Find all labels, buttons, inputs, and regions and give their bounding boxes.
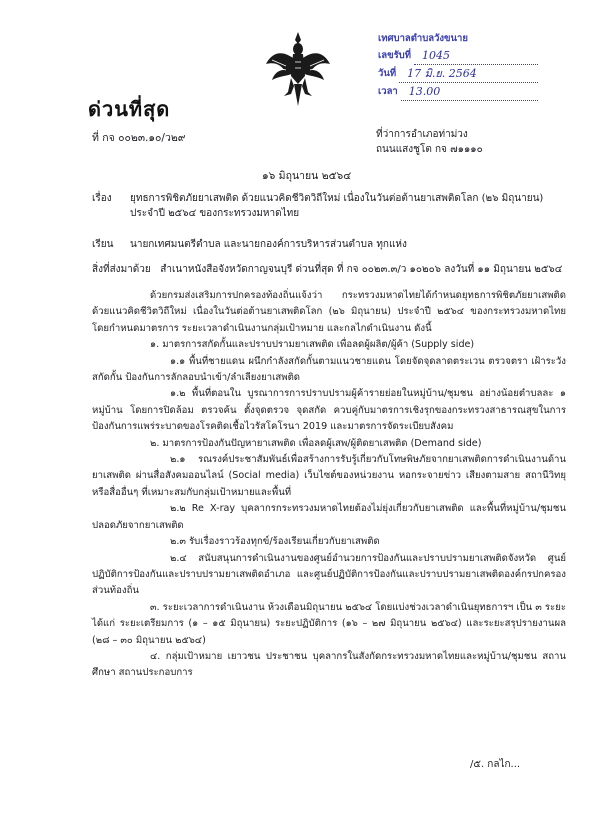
document-date: ๑๖ มิถุนายน ๒๕๖๔ bbox=[262, 170, 352, 182]
recipient-block bbox=[92, 237, 407, 252]
garuda-emblem-icon bbox=[264, 30, 332, 108]
attachment-label: สิ่งที่ส่งมาด้วย bbox=[92, 264, 151, 275]
stamp-office: เทศบาลตำบลวังขนาย bbox=[378, 33, 468, 44]
stamp-receive-no: เลขรับที่ 1045 bbox=[378, 47, 538, 65]
subject-text: ยุทธการพิชิตภัยยาเสพติด ด้วยแนวคิดชีวิตวิถีใหม่ เนื่องในวันต่อต้านยาเสพติดโลก (๒๖ มิถุนายน) bbox=[130, 193, 544, 204]
stamp-date: วันที่ 17 มิ.ย. 2564 bbox=[378, 65, 538, 83]
measure-2-3: ๒.๓ รับเรื่องราวร้องทุกข์/ร้องเรียนเกี่ยวกับยาเสพติด bbox=[170, 536, 380, 548]
office-line-1: ที่ว่าการอำเภอท่าม่วง bbox=[376, 129, 468, 140]
urgency-label: ด่วนที่สุด bbox=[88, 97, 171, 121]
measure-2-1: ๒.๑ รณรงค์ประชาสัมพันธ์เพื่อสร้างการรับรู้เกี่ยวกับโทษพิษภัยจากยาเสพติดการดำเนินงานด้านยาเสพติด ผ่านสื่อสังคมออนไลน์ (Social media) เว็บไซต์ของหน่วยงาน หอกระจายข่าว เสียงตามสาย สถานีวิทยุ หรือสื่ออื่นๆ ที่เหมาะสมกับกลุ่มเป้าหมายและพื้นที่ bbox=[92, 454, 566, 498]
letter-body bbox=[92, 288, 566, 682]
measure-1: ๑. มาตรการสกัดกั้นและปราบปรามยาเสพติด เพื่อลดผู้ผลิต/ผู้ค้า (Supply side) bbox=[150, 339, 475, 351]
measure-1-2: ๑.๒ พื้นที่ตอนใน บูรณาการการปราบปรามผู้ค้ารายย่อยในหมู่บ้าน/ชุมชน อย่างน้อยตำบลละ ๑ หมู่บ้าน โดยการปิดล้อม ตรวจค้น ตั้งจุดตรวจ จุดสกัด ควบคู่กับมาตรการเชิงรุกของกระทรวงสาธารณสุขในการป้องกันการแพร่ระบาดของโรคติดเชื้อไวรัสโคโรนา 2019 และมาตรการจัดระเบียบสังคม bbox=[92, 388, 566, 433]
attachment-text: สำเนาหนังสือจังหวัดกาญจนบุรี ด่วนที่สุด ที่ กจ ๐๐๒๓.๓/ว ๑๐๒๐๖ ลงวันที่ ๑๑ มิถุนายน ๒๕๖๔ bbox=[160, 264, 563, 275]
subject-text-continued: ประจำปี ๒๕๖๔ ของกระทรวงมหาดไทย bbox=[130, 208, 300, 219]
measure-2: ๒. มาตรการป้องกันปัญหายาเสพติด เพื่อลดผู้เสพ/ผู้ติดยาเสพติด (Demand side) bbox=[150, 437, 482, 449]
subject-block bbox=[92, 191, 562, 221]
receipt-stamp bbox=[378, 30, 538, 120]
subject-label: เรื่อง bbox=[92, 193, 112, 204]
measure-1-1: ๑.๑ พื้นที่ชายแดน ผนึกกำลังสกัดกั้นตามแนวชายแดน โดยจัดจุดลาดตระเวน ตรวจตรา เฝ้าระวัง สกัดกั้น ป้องกันการลักลอบนำเข้า/ลำเลียงยาเสพติด bbox=[92, 355, 566, 384]
stamp-receive-no-value: 1045 bbox=[414, 47, 538, 65]
stamp-date-value: 17 มิ.ย. 2564 bbox=[399, 65, 538, 83]
measure-2-2: ๒.๒ Re X-ray บุคลากรกระทรวงมหาดไทยต้องไม่ยุ่งเกี่ยวกับยาเสพติด และพื้นที่หมู่บ้าน/ชุมชนปลอดภัยจากยาเสพติด bbox=[92, 503, 566, 531]
attachment-block bbox=[92, 262, 572, 277]
stamp-time: เวลา 13.00 bbox=[378, 83, 538, 101]
document-number: ที่ กจ ๐๐๒๓.๑๐/ว๒๙ bbox=[92, 132, 186, 144]
recipient-text: นายกเทศมนตรีตำบล และนายกองค์การบริหารส่วนตำบล ทุกแห่ง bbox=[130, 239, 407, 250]
measure-3: ๓. ระยะเวลาการดำเนินงาน ห้วงเดือนมิถุนายน ๒๕๖๔ โดยแบ่งช่วงเวลาดำเนินยุทธการฯ เป็น ๓ ระยะ ได้แก่ ระยะเตรียมการ (๑ – ๑๕ มิถุนายน) ระยะปฏิบัติการ (๑๖ – ๒๗ มิถุนายน ๒๕๖๔) และระยะสรุปรายงานผล (๒๘ – ๓๐ มิถุนายน ๒๕๖๔) bbox=[92, 601, 566, 646]
continuation-note: /๕. กลไก... bbox=[470, 759, 521, 770]
stamp-time-value: 13.00 bbox=[401, 83, 538, 101]
office-line-2: ถนนแสงชูโต กจ ๗๑๑๑๐ bbox=[376, 144, 483, 155]
recipient-label: เรียน bbox=[92, 239, 114, 250]
issuing-office bbox=[376, 127, 483, 157]
body-intro: ด้วยกรมส่งเสริมการปกครองท้องถิ่นแจ้งว่า กระทรวงมหาดไทยได้กำหนดยุทธการพิชิตภัยยาเสพติด ด้วยแนวคิดชีวิตวิถีใหม่ เนื่องในวันต่อต้านยาเสพติดโลก (๒๖ มิถุนายน) ประจำปี ๒๕๖๔ ของกระทรวงมหาดไทย โดยกำหนดมาตรการ ระยะเวลาดำเนินงานกลุ่มเป้าหมาย และกลไกดำเนินงาน ดังนี้ bbox=[92, 290, 566, 334]
measure-2-4: ๒.๔ สนับสนุนการดำเนินงานของศูนย์อำนวยการป้องกันและปราบปรามยาเสพติดจังหวัด ศูนย์ปฏิบัติการป้องกันและปราบปรามยาเสพติดอำเภอ และศูนย์ปฏิบัติการป้องกันและปราบปรามยาเสพติดองค์กรปกครองส่วนท้องถิ่น bbox=[92, 552, 566, 597]
measure-4: ๔. กลุ่มเป้าหมาย เยาวชน ประชาชน บุคลากรในสังกัดกระทรวงมหาดไทยและหมู่บ้าน/ชุมชน สถานศึกษา สถานประกอบการ bbox=[92, 650, 566, 679]
